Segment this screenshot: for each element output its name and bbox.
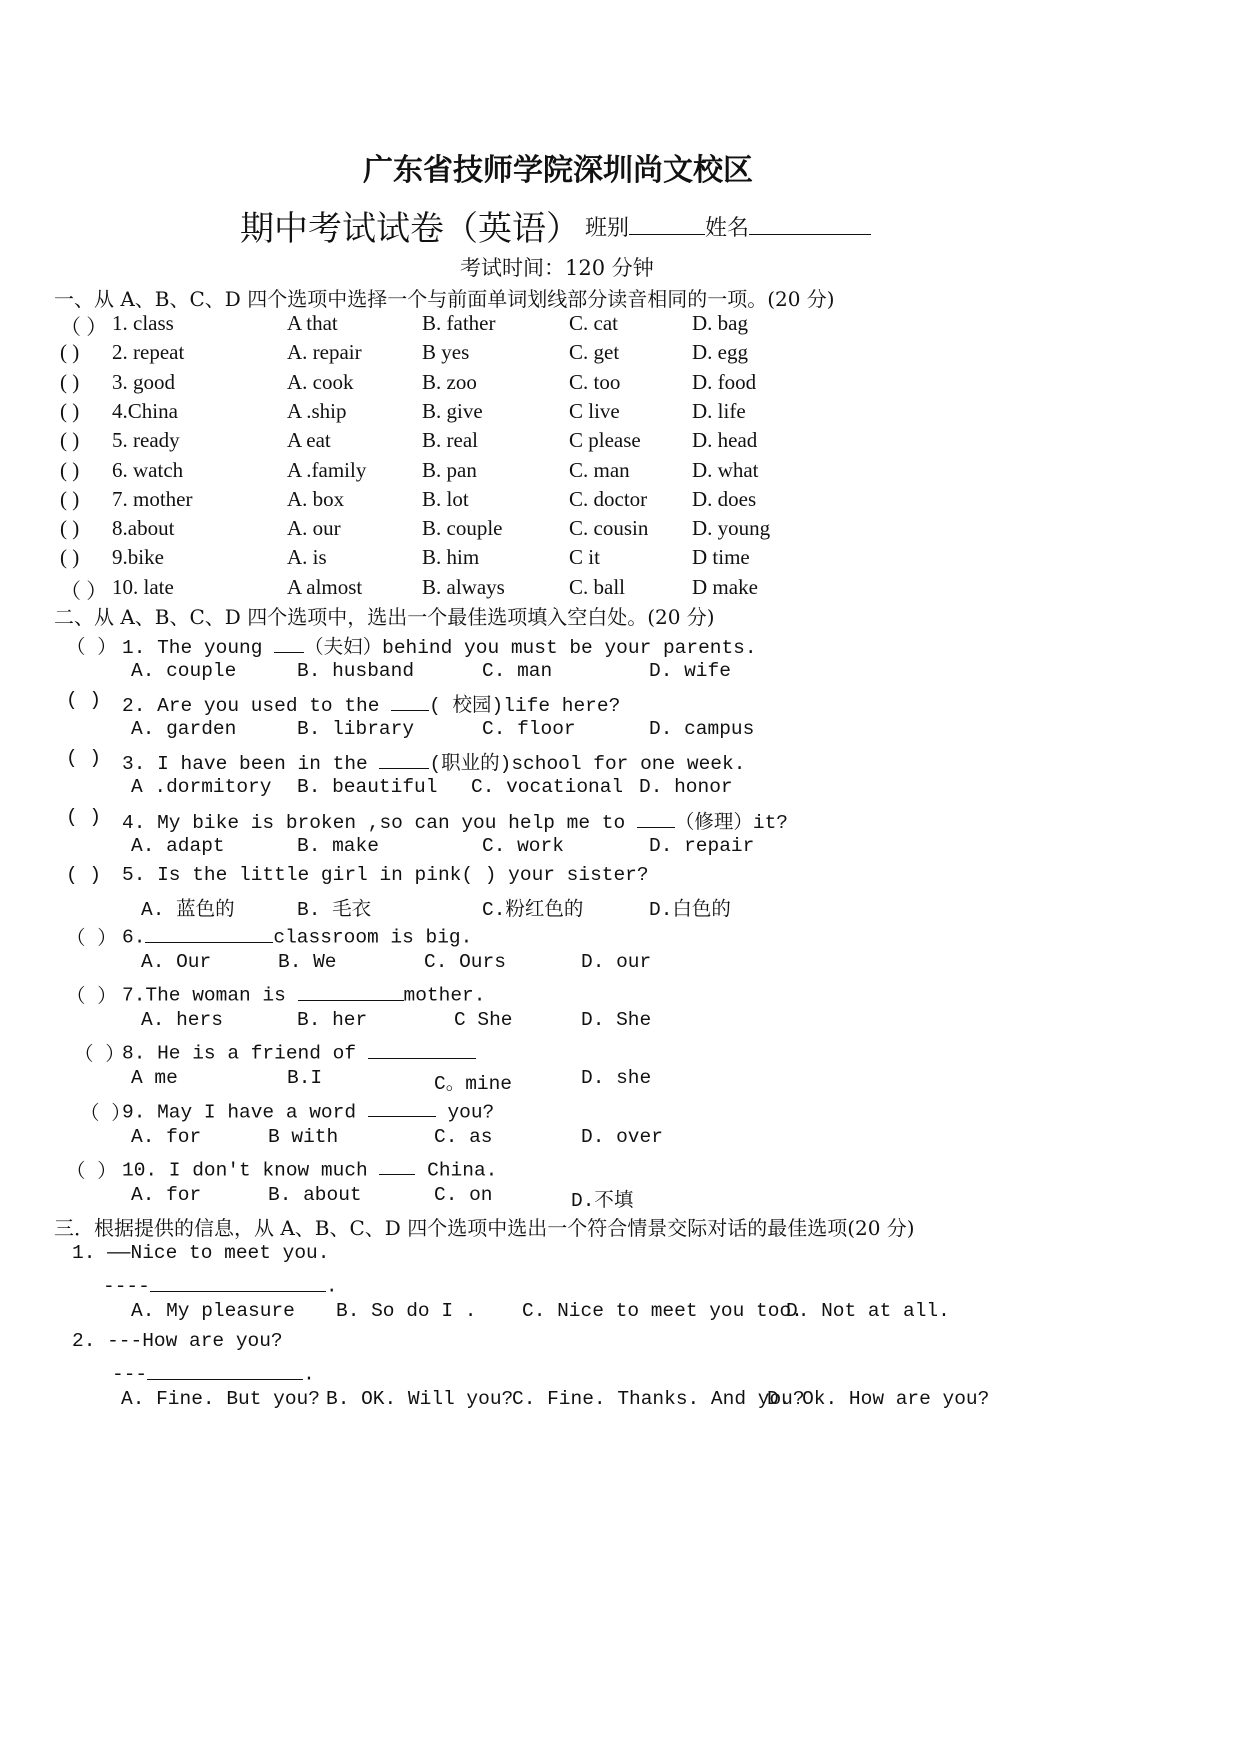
option-c: C. on xyxy=(434,1183,493,1206)
name-label: 姓名 xyxy=(705,216,750,241)
answer-paren[interactable]: （ ） xyxy=(60,578,108,603)
option-b: B. beautiful xyxy=(297,776,438,799)
answer-paren[interactable]: （ ） xyxy=(60,315,108,339)
option-c: C. cat xyxy=(569,311,618,335)
fill-blank[interactable] xyxy=(637,807,675,828)
answer-paren[interactable]: （ ） xyxy=(66,637,117,659)
option-a: A. My pleasure xyxy=(131,1300,295,1322)
option-a: A. for xyxy=(131,1183,202,1206)
dialog-reply xyxy=(103,1271,338,1298)
dialog-reply xyxy=(112,1359,315,1386)
question-pre: 3. I have been in the xyxy=(122,753,380,776)
option-b: B. father xyxy=(422,311,496,335)
name-blank[interactable] xyxy=(749,234,871,235)
option-a: A me xyxy=(131,1067,178,1090)
option-c: C. ball xyxy=(569,574,625,599)
question-text xyxy=(122,922,472,949)
question-text xyxy=(122,864,649,886)
option-d: D. campus xyxy=(649,718,755,741)
question-pre: 9. May I have a word xyxy=(122,1101,368,1124)
answer-paren[interactable]: （ ） xyxy=(66,1160,117,1183)
option-b: B. 毛衣 xyxy=(297,898,372,921)
answer-paren[interactable]: ( ) xyxy=(60,398,80,423)
option-d: D.不填 xyxy=(571,1189,634,1212)
option-c: C it xyxy=(569,545,600,570)
question-text xyxy=(122,980,485,1007)
option-b: B. We xyxy=(278,951,337,973)
exam-time: 考试时间：120 分钟 xyxy=(460,256,654,280)
option-d: D. egg xyxy=(692,340,748,365)
dialog-prompt: 1. ——Nice to meet you. xyxy=(72,1242,330,1264)
question-pre: 10. I don't know much xyxy=(122,1159,380,1182)
option-a: A .family xyxy=(287,457,367,482)
option-d: D. life xyxy=(692,398,746,423)
option-c: C. Nice to meet you too. xyxy=(522,1300,803,1322)
option-d: D make xyxy=(692,574,758,599)
option-d: D. our xyxy=(581,951,652,973)
option-d: D time xyxy=(692,545,750,570)
section1-heading: 一、从 A、B、C、D 四个选项中选择一个与前面单词划线部分读音相同的一项。(20 分) xyxy=(54,287,835,311)
question-pre: 1. The young xyxy=(122,637,275,659)
question-text xyxy=(122,1097,494,1124)
question-pre: 5. Is the little girl in pink( ) your sister? xyxy=(122,863,649,886)
option-a: A almost xyxy=(287,574,363,599)
option-b: B. couple xyxy=(422,516,503,541)
class-label: 班别 xyxy=(585,216,630,241)
answer-paren[interactable]: （ ） xyxy=(66,928,117,950)
question-word: 2. repeat xyxy=(112,340,185,365)
option-b: B. real xyxy=(422,428,478,453)
answer-paren[interactable]: ( ) xyxy=(60,457,80,482)
option-b: B. make xyxy=(297,834,379,857)
class-blank[interactable] xyxy=(629,234,705,235)
option-d: D. Not at all. xyxy=(786,1300,950,1322)
option-a: A. cook xyxy=(287,369,354,394)
option-c: C please xyxy=(569,428,641,453)
question-text xyxy=(122,631,757,659)
option-c: C. man xyxy=(482,660,553,682)
question-word: 5. ready xyxy=(112,428,180,453)
option-d: D. repair xyxy=(649,834,755,857)
option-b: B. library xyxy=(297,718,415,741)
option-d: D. young xyxy=(692,516,771,541)
answer-paren[interactable]: （ ） xyxy=(80,1102,131,1125)
option-a: A. 蓝色的 xyxy=(141,898,235,921)
question-word: 8.about xyxy=(112,516,175,541)
option-d: D. bag xyxy=(692,311,748,335)
option-a: A eat xyxy=(287,428,331,453)
question-post: （修理）it? xyxy=(674,811,788,834)
option-c: C. floor xyxy=(482,718,576,741)
option-b: B. always xyxy=(422,574,505,599)
question-text xyxy=(122,689,620,717)
answer-paren[interactable]: ( ) xyxy=(60,516,80,541)
option-a: A. garden xyxy=(131,718,237,741)
option-a: A. our xyxy=(287,516,341,541)
answer-paren[interactable]: ( ) xyxy=(60,340,80,365)
question-pre: 7.The woman is xyxy=(122,984,298,1007)
reply-period: . xyxy=(325,1275,338,1298)
answer-paren[interactable]: ( ) xyxy=(66,747,102,770)
option-b: B. about xyxy=(268,1183,362,1206)
option-d: D. what xyxy=(692,457,759,482)
question-text xyxy=(122,1038,476,1065)
question-post: you? xyxy=(435,1101,495,1124)
option-b: B. husband xyxy=(297,660,415,682)
reply-period: . xyxy=(303,1363,315,1386)
option-d: D. wife xyxy=(649,660,731,682)
question-pre: 6. xyxy=(122,926,146,949)
question-pre: 2. Are you used to the xyxy=(122,695,392,718)
fill-blank[interactable] xyxy=(391,691,429,712)
option-b: B. zoo xyxy=(422,369,477,394)
option-b: B with xyxy=(268,1125,339,1148)
answer-paren[interactable]: ( ) xyxy=(60,369,80,394)
option-b: B yes xyxy=(422,340,470,365)
answer-paren[interactable]: （ ） xyxy=(74,1044,125,1067)
question-post: （夫妇）behind you must be your parents. xyxy=(304,637,757,659)
option-c: C. man xyxy=(569,457,630,482)
option-b: B. So do I . xyxy=(336,1300,477,1322)
option-c: C She xyxy=(454,1009,513,1032)
option-a: A. box xyxy=(287,486,345,511)
option-c: C. vocational xyxy=(471,776,624,799)
option-b: B.I xyxy=(287,1067,323,1090)
option-b: B. lot xyxy=(422,486,469,511)
question-post: classroom is big. xyxy=(273,926,473,949)
section3-heading: 三．根据提供的信息，从 A、B、C、D 四个选项中选出一个符合情景交际对话的最佳选项(20 分) xyxy=(54,1216,915,1240)
fill-blank[interactable] xyxy=(145,922,273,943)
question-word: 3. good xyxy=(112,369,175,394)
school-title: 广东省技师学院深圳尚文校区 xyxy=(363,153,753,188)
answer-paren[interactable]: ( ) xyxy=(60,428,80,453)
answer-paren[interactable]: ( ) xyxy=(66,689,102,712)
answer-paren[interactable]: ( ) xyxy=(60,545,80,570)
option-a: A. Fine. But you? xyxy=(121,1388,320,1410)
fill-blank[interactable] xyxy=(368,1097,436,1118)
question-pre: 4. My bike is broken ,so can you help me to xyxy=(122,811,637,834)
question-post: (职业的)school for one week. xyxy=(429,753,746,776)
reply-dash: --- xyxy=(112,1363,148,1386)
fill-blank[interactable] xyxy=(379,749,429,770)
option-c: C。mine xyxy=(434,1073,513,1096)
option-b: B. her xyxy=(297,1009,368,1032)
option-d: D. food xyxy=(692,369,757,394)
question-text xyxy=(122,1155,497,1182)
option-c: C. cousin xyxy=(569,516,649,541)
option-c: C. get xyxy=(569,340,620,365)
fill-blank[interactable] xyxy=(368,1038,476,1059)
option-d: D. honor xyxy=(639,776,733,799)
option-b: B. give xyxy=(422,398,483,423)
question-word: 4.China xyxy=(112,398,178,423)
option-a: A. for xyxy=(131,1125,202,1148)
option-c: C. as xyxy=(434,1125,493,1148)
option-a: A. adapt xyxy=(131,834,225,857)
option-d: D. does xyxy=(692,486,757,511)
option-c: C.粉红色的 xyxy=(482,898,584,921)
question-pre: 8. He is a friend of xyxy=(122,1042,368,1065)
reply-blank[interactable] xyxy=(150,1271,326,1292)
class-name-fields xyxy=(585,211,871,242)
option-a: A. Our xyxy=(141,951,212,973)
question-word: 1. class xyxy=(112,311,174,335)
dialog-prompt: 2. ---How are you? xyxy=(72,1330,283,1352)
exam-title: 期中考试试卷（英语） xyxy=(240,209,580,249)
answer-paren[interactable]: ( ) xyxy=(66,805,102,828)
fill-blank[interactable] xyxy=(298,980,404,1001)
question-post: mother. xyxy=(403,984,486,1007)
option-d: D. She xyxy=(581,1009,652,1032)
option-a: A .dormitory xyxy=(131,776,272,799)
question-post: China. xyxy=(415,1159,498,1182)
question-text xyxy=(122,806,788,834)
answer-paren[interactable]: （ ） xyxy=(66,986,117,1009)
section2-heading: 二、从 A、B、C、D 四个选项中，选出一个最佳选项填入空白处。(20 分) xyxy=(54,605,715,629)
question-post: ( 校园)life here? xyxy=(429,695,621,718)
option-d: D. Ok. How are you? xyxy=(767,1388,990,1410)
option-a: A that xyxy=(287,311,338,335)
option-d: D. over xyxy=(581,1125,663,1148)
fill-blank[interactable] xyxy=(379,1155,415,1176)
option-a: A. repair xyxy=(287,340,362,365)
question-word: 9.bike xyxy=(112,545,164,570)
option-a: A. couple xyxy=(131,660,237,682)
reply-dash: ---- xyxy=(103,1275,150,1298)
option-a: A .ship xyxy=(287,398,347,423)
question-word: 10. late xyxy=(112,574,174,599)
question-word: 6. watch xyxy=(112,457,184,482)
option-d: D. she xyxy=(581,1067,652,1090)
question-word: 7. mother xyxy=(112,486,193,511)
option-c: C. Ours xyxy=(424,951,506,973)
option-c: C. too xyxy=(569,369,621,394)
option-b: B. pan xyxy=(422,457,477,482)
answer-paren[interactable]: ( ) xyxy=(66,863,102,886)
option-c: C. Fine. Thanks. And you? xyxy=(512,1388,805,1410)
option-d: D.白色的 xyxy=(649,898,731,921)
option-c: C. doctor xyxy=(569,486,648,511)
option-b: B. OK. Will you? xyxy=(326,1388,514,1410)
question-text xyxy=(122,747,745,775)
option-a: A. is xyxy=(287,545,327,570)
option-d: D. head xyxy=(692,428,758,453)
reply-blank[interactable] xyxy=(147,1359,303,1380)
fill-blank[interactable] xyxy=(274,633,304,654)
answer-paren[interactable]: ( ) xyxy=(60,486,80,511)
option-b: B. him xyxy=(422,545,480,570)
option-a: A. hers xyxy=(141,1009,223,1032)
option-c: C. work xyxy=(482,834,564,857)
option-c: C live xyxy=(569,398,620,423)
